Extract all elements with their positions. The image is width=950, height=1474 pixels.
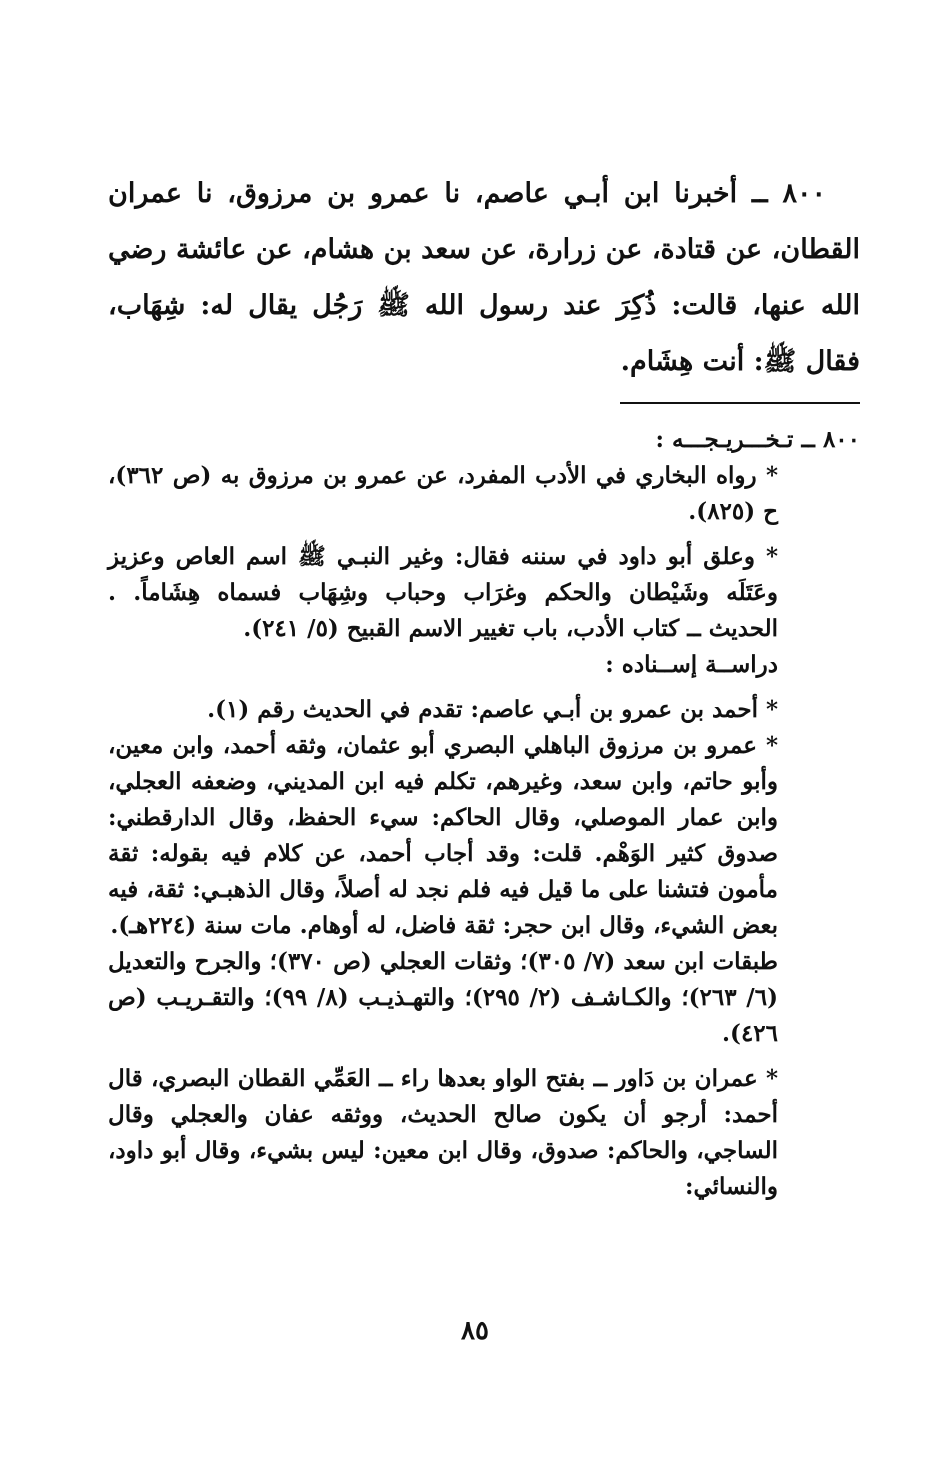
page-number: ٨٥ <box>461 1316 489 1346</box>
narrator-ahmad: * أحمد بن عمرو بن أبـي عاصم: تقدم في الحديث رقم (١). <box>207 696 778 723</box>
hadith-800-text: ٨٠٠ ــ أخبرنا ابن أبـي عاصم، نا عمرو بن مرزوق، نا عمران القطان، عن قتادة، عن زرارة، عن سعد بن هشام، عن عائشة رضي الله عنها، قالت: ذُكِرَ عند رسول الله ﷺ رَجُل يقال له: شِهَاب، فقال ﷺ: أنت هِشَام. <box>108 178 860 377</box>
footnotes-block <box>108 422 860 1205</box>
narrator-amr-references: طبقات ابن سعد (٧/ ٣٠٥)؛ وثقات العجلي (ص ٣٧٠)؛ والجرح والتعديل (٦/ ٢٦٣)؛ والكـاشـف (٢/ ٢٩٥)؛ والتهـذيـب (٨/ ٩٩)؛ والتقـريـب (ص ٤٢٦). <box>108 948 778 1047</box>
takhrij-abu-dawud: * وعلق أبو داود في سننه فقال: وغير النبـي ﷺ اسم العاص وعزيز وعَتَلَه وشَيْطان والحكم وغرَاب وحباب وشِهَاب فسماه هِشَاماً. . الحديث ــ كتاب الأدب، باب تغيير الاسم القبيح (٥/ ٢٤١). <box>108 543 778 642</box>
dirasa-heading: دراســة إســناده : <box>605 651 778 678</box>
takhrij-heading: ٨٠٠ ــ تـخـــريـجـــه : <box>655 426 860 453</box>
narrator-amr: * عمرو بن مرزوق الباهلي البصري أبو عثمان، وثقه أحمد، وابن معين، وأبو حاتم، وابن سعد، وغيرهم، تكلم فيه ابن المديني، وضعفه العجلي، وابن عمار الموصلي، وقال الحاكم: سيء الحفظ، وقال الدارقطني: صدوق كثير الوَهْم. قلت: وقد أجاب أحمد، عن كلام فيه بقوله: ثقة مأمون فتشنا على ما قيل فيه فلم نجد له أصلاً، وقال الذهبـي: ثقة، فيه بعض الشيء، وقال ابن حجر: ثقة فاضل، له أوهام. مات سنة (٢٢٤هـ). <box>108 732 778 939</box>
hadith-text-block <box>108 166 860 390</box>
footnote-separator <box>620 402 860 404</box>
takhrij-bukhari: * رواه البخاري في الأدب المفرد، عن عمرو بن مرزوق به (ص ٣٦٢)، ح (٨٢٥). <box>108 462 778 525</box>
narrator-imran: * عمران بن دَاور ــ بفتح الواو بعدها راء ــ العَمِّي القطان البصري، قال أحمد: أرجو أن يكون صالح الحديث، ووثقه عفان والعجلي وقال الساجي، والحاكم: صدوق، وقال ابن معين: ليس بشيء، وقال أبو داود، والنسائي: <box>108 1065 778 1200</box>
